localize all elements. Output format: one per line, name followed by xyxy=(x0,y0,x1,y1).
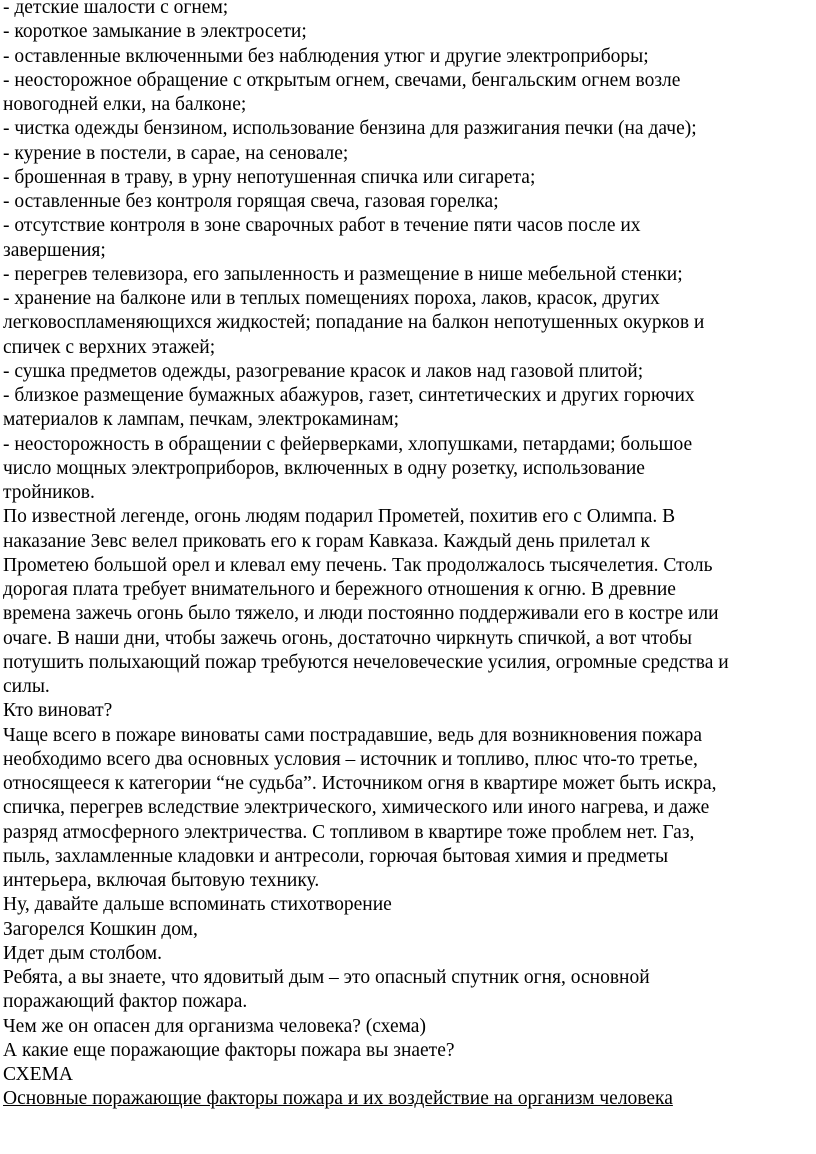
toxic-smoke-paragraph: Ребята, а вы знаете, что ядовитый дым – это опасный спутник огня, основной поражающий фактор пожара. xyxy=(3,967,650,1013)
document-page xyxy=(3,0,815,1112)
list-item-open-fire-handling: - неосторожное обращение с открытым огнем, свечами, бенгальским огнем возле новогодней елки, на балконе; xyxy=(3,69,681,115)
list-item-short-circuit: - короткое замыкание в электросети; xyxy=(3,21,307,43)
list-item-discarded-match: - брошенная в траву, в урну непотушенная спичка или сигарета; xyxy=(3,166,536,188)
list-item-paper-lampshades: - близкое размещение бумажных абажуров, газет, синтетических и других горючих материалов к лампам, печкам, электрокаминам; xyxy=(3,385,695,431)
prometheus-paragraph: По известной легенде, огонь людям подарил Прометей, похитив его с Олимпа. В наказание Зевс велел приковать его к горам Кавказа. Каждый день прилетал к Прометею большой орел и клевал ему печень. Так продолжалось тысячелетия. Столь дорогая плата требует внимательного и бережного отношения к огню. В древние времена зажечь огонь было тяжело, и люди постоянно поддерживали его в костре или очаге. В наши дни, чтобы зажечь огонь, достаточно чиркнуть спичкой, а вот чтобы потушить полыхающий пожар требуются нечеловеческие усилия, огромные средства и силы. xyxy=(3,506,729,697)
question-danger: Чем же он опасен для организма человека? (схема) xyxy=(3,1015,426,1037)
list-item-fireworks: - неосторожность в обращении с фейерверками, хлопушками, петардами; большое число мощных электроприборов, включенных в одну розетку, использование тройников. xyxy=(3,433,693,503)
scheme-label: СХЕМА xyxy=(3,1064,73,1085)
scheme-title: Основные поражающие факторы пожара и их воздействие на организм человека xyxy=(3,1088,673,1110)
list-item-tv-overheating: - перегрев телевизора, его запыленность и размещение в нише мебельной стенки; xyxy=(3,263,683,285)
list-item-welding-control: - отсутствие контроля в зоне сварочных работ в течение пяти часов после их завершения; xyxy=(3,215,641,261)
list-item-balcony-storage: - хранение на балконе или в теплых помещениях пороха, лаков, красок, других легковоспламеняющихся жидкостей; попадание на балкон непотушенных окурков и спичек с верхних этажей; xyxy=(3,288,705,358)
poem-line-1: Загорелся Кошкин дом, xyxy=(3,918,198,940)
list-item-unattended-appliances: - оставленные включенными без наблюдения утюг и другие электроприборы; xyxy=(3,45,649,67)
who-is-to-blame-heading: Кто виноват? xyxy=(3,700,113,722)
poem-intro: Ну, давайте дальше вспоминать стихотворение xyxy=(3,894,392,916)
blame-paragraph: Чаще всего в пожаре виноваты сами пострадавшие, ведь для возникновения пожара необходимо всего два основных условия – источник и топливо, плюс что-то третье, относящееся к категории “не судьба”. Источником огня в квартире может быть искра, спичка, перегрев вследствие электрического, химического или иного нагрева, и даже разряд атмосферного электричества. С топливом в квартире тоже проблем нет. Газ, пыль, захламленные кладовки и антресоли, горючая бытовая химия и предметы интерьера, включая бытовую технику. xyxy=(3,724,717,891)
question-other-factors: А какие еще поражающие факторы пожара вы знаете? xyxy=(3,1039,455,1061)
list-item-unattended-candle: - оставленные без контроля горящая свеча, газовая горелка; xyxy=(3,191,499,212)
list-item-children-playing-with-fire: - детские шалости с огнем; xyxy=(3,0,229,18)
list-item-gasoline-use: - чистка одежды бензином, использование бензина для разжигания печки (на даче); xyxy=(3,118,697,140)
poem-line-2: Идет дым столбом. xyxy=(3,942,162,964)
list-item-drying-clothes: - сушка предметов одежды, разогревание красок и лаков над газовой плитой; xyxy=(3,360,644,382)
list-item-smoking: - курение в постели, в сарае, на сеновале; xyxy=(3,142,349,164)
